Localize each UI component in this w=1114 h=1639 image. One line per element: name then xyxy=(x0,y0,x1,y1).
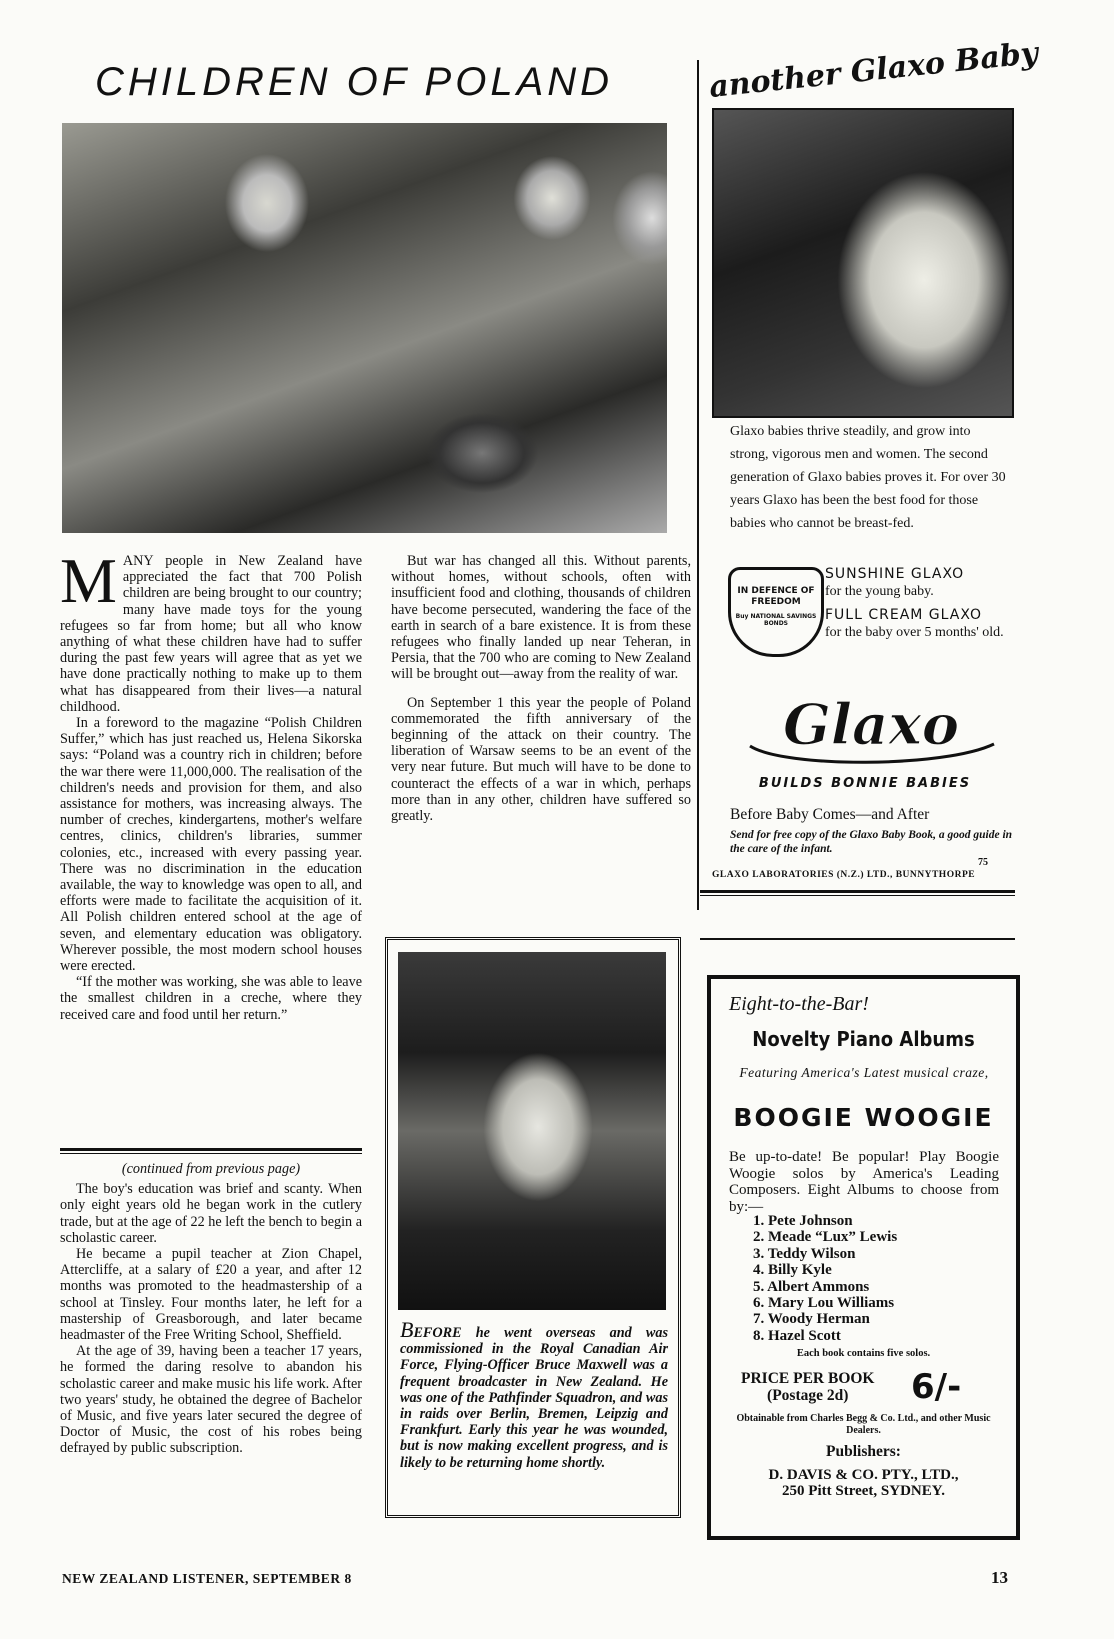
obtainable-note: Obtainable from Charles Begg & Co. Ltd., and other Music Dealers. xyxy=(736,1413,991,1436)
price-label xyxy=(741,1370,874,1404)
article-paragraph: At the age of 39, having been a teacher 17 years, he formed the daring resolve to abandon his scholastic career and make music his life work. After two years' study, he obtained the degree of Bachelor of Music, and five years later secured the degree of Doctor of Music, the cost of his robes being defrayed by public subscription. xyxy=(60,1343,362,1457)
portrait-caption xyxy=(400,1317,668,1471)
portrait-box xyxy=(385,937,681,1518)
glaxo-company: GLAXO LABORATORIES (N.Z.) LTD., BUNNYTHORPE xyxy=(712,870,976,880)
composer-item: 8. Hazel Scott xyxy=(753,1327,841,1344)
article-paragraph: On September 1 this year the people of Poland commemorated the fifth anniversary of the beginning of the attack on their country. The liberation of Warsaw seems to be an event of the very near future. But much will have to be done to counteract the effects of a war in which, perhaps more than in any other, children have suffered so greatly. xyxy=(391,694,691,825)
glaxo-body-text: Glaxo babies thrive steadily, and grow into strong, vigorous men and women. The second generation of Glaxo babies proves it. For over 30 years Glaxo has been the best food for those babies who cannot be breast-fed. xyxy=(730,424,1006,531)
glaxo-logo xyxy=(744,686,999,770)
ad-bottom-rule xyxy=(700,890,1015,893)
article-paragraph: “If the mother was working, she was able to leave the smallest children in a creche, where they received care and food until her return.” xyxy=(60,974,362,1023)
section-divider xyxy=(60,1148,362,1151)
masthead-footer: NEW ZEALAND LISTENER, SEPTEMBER 8 xyxy=(62,1571,352,1586)
ad-separator xyxy=(700,938,1015,940)
caption-text: EFORE he went overseas and was commissioned in the Royal Canadian Air Force, Flying-Officer Bruce Maxwell was a frequent broadcaster in New Zealand. He was one of the Pathfinder Squadron, and was in raids over Berlin, Bremen, Leipzig and Frankfurt. Early this year he was wounded, but is now making excellent progress, and is likely to be returning home shortly. xyxy=(400,1325,668,1471)
article-column-2 xyxy=(391,553,691,824)
article-paragraph: The boy's education was brief and scanty. When only eight years old he began work in the cutlery trade, but at the age of 22 he left the bench to begin a scholastic career. xyxy=(60,1181,362,1246)
postage-note: (Postage 2d) xyxy=(767,1387,849,1404)
composer-item: 5. Albert Ammons xyxy=(753,1278,870,1295)
glaxo-send-offer: Send for free copy of the Glaxo Baby Book, a good guide in the care of the infant. xyxy=(730,829,1013,855)
glaxo-tagline: BUILDS BONNIE BABIES xyxy=(758,776,972,791)
publishers-label: Publishers: xyxy=(826,1443,901,1460)
address-line: 250 Pitt Street, SYDNEY. xyxy=(782,1483,945,1499)
badge-subtitle: Buy NATIONAL SAVINGS BONDS xyxy=(735,613,817,627)
publisher-address xyxy=(711,1467,1016,1499)
continued-story xyxy=(60,1161,362,1457)
ad-title: BOOGIE WOOGIE xyxy=(733,1103,994,1132)
column-divider xyxy=(697,60,699,910)
article-column-1 xyxy=(60,545,362,1023)
composer-list xyxy=(753,1213,993,1344)
variant-desc: for the baby over 5 months' old. xyxy=(825,625,1004,640)
address-line: D. DAVIS & CO. PTY., LTD., xyxy=(768,1467,959,1483)
ad-code: 75 xyxy=(978,857,988,868)
glaxo-before: Before Baby Comes—and After xyxy=(730,806,930,823)
page-number: 13 xyxy=(991,1568,1008,1587)
ad-subheading: Featuring America's Latest musical craze, xyxy=(739,1065,989,1080)
officer-portrait-photo xyxy=(398,952,666,1310)
ad-kicker: Eight-to-the-Bar! xyxy=(729,993,869,1015)
price-value: 6/- xyxy=(911,1367,962,1407)
variant-desc: for the young baby. xyxy=(825,584,934,599)
article-paragraph: He became a pupil teacher at Zion Chapel, Attercliffe, at a salary of £20 a year, and after 12 months was promoted to the headmastership of a school at Tinsley. Four months later, he left for a mastership of Greasborough, and later became headmaster of the Free Writing School, Sheffield. xyxy=(60,1246,362,1344)
composer-item: 3. Teddy Wilson xyxy=(753,1245,856,1262)
variant-name: FULL CREAM GLAXO xyxy=(825,607,983,623)
variant-name: SUNSHINE GLAXO xyxy=(825,566,965,582)
polish-children-photo xyxy=(62,123,667,533)
composer-item: 6. Mary Lou Williams xyxy=(753,1295,895,1312)
caption-drop-cap: B xyxy=(400,1317,414,1342)
glaxo-headline: another Glaxo Baby xyxy=(707,35,1040,106)
composer-item: 4. Billy Kyle xyxy=(753,1262,832,1279)
ad-heading: Novelty Piano Albums xyxy=(752,1027,975,1051)
drop-cap: M xyxy=(60,545,117,616)
price-heading: PRICE PER BOOK xyxy=(741,1370,875,1387)
composer-item: 7. Woody Herman xyxy=(753,1311,870,1328)
section-divider-thin xyxy=(60,1153,362,1154)
defence-badge xyxy=(728,567,824,657)
baby-photo xyxy=(712,108,1014,418)
article-title: CHILDREN OF POLAND xyxy=(95,60,614,104)
composer-item: 1. Pete Johnson xyxy=(753,1213,853,1229)
article-paragraph: In a foreword to the magazine “Polish Children Suffer,” which has just reached us, Helena Sikorska says: “Poland was a country rich in children; before the war there were 11,000,000. The realisation of the children's needs and provision for them, and also assistance for mothers, was increasing always. The number of creches, kindergartens, mother's welfare centres, clinics, children's libraries, summer colonies, etc., increased with every passing year. There was no discrimination in the education available, the way to knowledge was open to all, and efforts were made to facilitate the acquisition of it. All Polish children entered school at the age of seven, and elementary education was obligatory. Wherever possible, the most modern school houses were erected. xyxy=(60,715,362,975)
badge-title: IN DEFENCE OF FREEDOM xyxy=(737,586,815,607)
continued-heading: (continued from previous page) xyxy=(121,1161,301,1177)
ad-intro: Be up-to-date! Be popular! Play Boogie Woogie solos by America's Leading Composers. Eight Albums to choose from by:— xyxy=(729,1149,999,1215)
boogie-woogie-ad xyxy=(707,975,1020,1540)
ad-note: Each book contains five solos. xyxy=(796,1348,931,1359)
ad-bottom-rule-thin xyxy=(700,895,1015,896)
composer-item: 2. Meade “Lux” Lewis xyxy=(753,1229,898,1246)
article-paragraph: But war has changed all this. Without parents, without homes, without schools, often with insufficient food and clothing, thousands of children have become persecuted, wandering the face of the earth in search of a bare existence. It is from these refugees who finally landed up near Teheran, in Persia, that the 700 who are coming to New Zealand will be brought out—away from the reality of war. xyxy=(391,553,691,683)
glaxo-logo-text: Glaxo xyxy=(782,692,960,758)
article-paragraph: ANY people in New Zealand have appreciated the fact that 700 Polish children are being brought to our country; many have made toys for the young refugees so far from home; but all who know anything of what these children have had to suffer during the past few years will agree that as yet we have done practically nothing to make up to them what has disappeared from their lives—a natural childhood. xyxy=(60,553,362,715)
glaxo-variants xyxy=(825,566,1015,641)
